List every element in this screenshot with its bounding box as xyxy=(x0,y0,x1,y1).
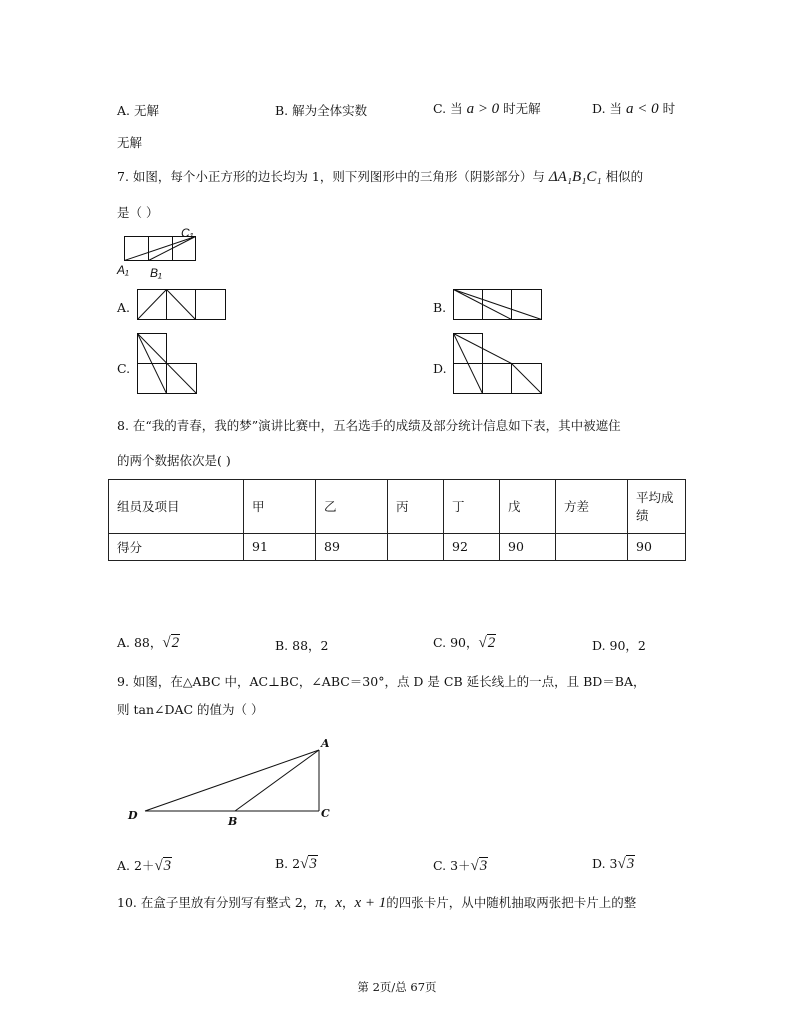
table-cell: 得分 xyxy=(109,533,244,560)
q6-option-d-suffix: 时 xyxy=(662,101,676,116)
q9-option-c-sqrt: √3 xyxy=(470,858,488,874)
q9-label-b: B xyxy=(228,815,238,828)
table-cell: 89 xyxy=(316,533,388,560)
q6-option-d-prefix: D. 当 xyxy=(592,101,623,116)
q7-option-d-figure xyxy=(453,333,543,394)
table-header-cell: 戊 xyxy=(500,480,556,534)
table-header-cell: 乙 xyxy=(316,480,388,534)
table-header-cell: 平均成绩 xyxy=(628,480,686,534)
q8-option-c xyxy=(433,633,496,652)
q9-label-a: A xyxy=(321,737,330,750)
q6-option-c-math: a > 0 xyxy=(466,101,500,117)
q9-option-b-radicand: 3 xyxy=(309,856,317,872)
q7-label-c1: C₁ xyxy=(181,226,194,240)
q7-stem-line1 xyxy=(117,167,643,186)
q7-label-a1: A₁ xyxy=(117,263,129,277)
q9-option-a xyxy=(117,856,172,875)
q7-option-a-figure xyxy=(137,289,227,320)
q7-option-c-figure xyxy=(137,333,198,394)
q6-option-d xyxy=(592,99,675,118)
q8-stem-line2: 的两个数据依次是( ) xyxy=(117,453,231,468)
q6-option-c xyxy=(433,99,541,118)
q8-stem-line1: 8. 在“我的青春，我的梦”演讲比赛中，五名选手的成绩及部分统计信息如下表，其中被遮住 xyxy=(117,418,621,433)
q9-option-c xyxy=(433,856,488,875)
table-header-cell: 丁 xyxy=(444,480,500,534)
q7-stem-line2: 是（ ） xyxy=(117,205,159,220)
q9-triangle-figure xyxy=(145,750,321,812)
q9-option-a-sqrt: √3 xyxy=(154,858,172,874)
table-cell xyxy=(556,533,628,560)
q6-option-d-wrap: 无解 xyxy=(117,135,143,150)
table-cell xyxy=(388,533,444,560)
q10-stem-suffix: 的四张卡片，从中随机抽取两张把卡片上的整 xyxy=(386,895,637,910)
q9-option-d-radicand: 3 xyxy=(626,856,635,872)
q9-stem-line2: 则 tan∠DAC 的值为（ ） xyxy=(117,702,264,717)
q9-option-b-prefix: B. 2 xyxy=(275,856,301,871)
table-header-cell: 丙 xyxy=(388,480,444,534)
table-header-cell: 方差 xyxy=(556,480,628,534)
page-footer: 第 2页/总 67页 xyxy=(357,980,437,994)
q7-option-a-label: A. xyxy=(117,300,131,315)
q6-option-b: B. 解为全体实数 xyxy=(275,103,368,118)
q6-option-c-prefix: C. 当 xyxy=(433,101,463,116)
q10-sep2: ， xyxy=(341,895,355,910)
table-cell: 90 xyxy=(500,533,556,560)
q8-option-c-radicand: 2 xyxy=(487,635,496,651)
q7-option-b-label: B. xyxy=(433,300,447,315)
q10-x-plus-1: x + 1 xyxy=(354,895,387,911)
q9-option-a-prefix: A. 2＋ xyxy=(117,858,155,873)
q8-option-d: D. 90，2 xyxy=(592,638,646,653)
q8-option-c-prefix: C. 90， xyxy=(433,635,479,650)
q6-option-c-suffix: 时无解 xyxy=(503,101,541,116)
q7-option-c-label: C. xyxy=(117,361,131,376)
q9-option-c-prefix: C. 3＋ xyxy=(433,858,471,873)
q7-option-d-label: D. xyxy=(433,361,447,376)
q8-score-table xyxy=(108,479,686,561)
q8-option-a xyxy=(117,633,180,652)
q9-option-d xyxy=(592,856,635,873)
q7-label-b1: B₁ xyxy=(150,266,162,280)
q10-sep1: ， xyxy=(322,895,336,910)
q9-option-b-sqrt: √3 xyxy=(300,856,317,872)
q6-option-a: A. 无解 xyxy=(117,103,159,118)
q7-triangle-math: ΔA₁B₁C₁ xyxy=(548,169,602,185)
q7-stem-end: 相似的 xyxy=(605,169,644,184)
q9-option-c-radicand: 3 xyxy=(479,858,488,874)
q9-option-b xyxy=(275,856,318,873)
q8-option-c-sqrt: √2 xyxy=(478,635,496,651)
q7-option-b-figure xyxy=(453,289,543,320)
q8-option-a-sqrt: √2 xyxy=(162,635,180,651)
table-header-cell: 组员及项目 xyxy=(109,480,244,534)
table-header-cell: 甲 xyxy=(244,480,316,534)
q10-stem-line1 xyxy=(117,893,636,912)
q10-stem-prefix: 10. 在盒子里放有分别写有整式 2， xyxy=(117,895,316,910)
table-cell: 92 xyxy=(444,533,500,560)
q9-option-a-radicand: 3 xyxy=(163,858,172,874)
q10-x: x xyxy=(335,895,342,911)
table-row xyxy=(109,533,686,560)
q9-stem-line1: 9. 如图，在△ABC 中，AC⊥BC，∠ABC＝30°，点 D 是 CB 延长线上的一点，且 BD＝BA， xyxy=(117,674,646,689)
q9-label-d: D xyxy=(128,809,138,822)
q9-option-d-sqrt: √3 xyxy=(617,856,635,872)
q7-stem-text: 7. 如图，每个小正方形的边长均为 1，则下列图形中的三角形（阴影部分）与 xyxy=(117,169,545,184)
q9-label-c: C xyxy=(321,807,330,820)
q8-option-b: B. 88，2 xyxy=(275,638,329,653)
q9-option-d-prefix: D. 3 xyxy=(592,856,618,871)
q6-option-d-math: a < 0 xyxy=(626,101,659,117)
q8-option-a-prefix: A. 88， xyxy=(117,635,163,650)
q8-option-a-radicand: 2 xyxy=(171,635,180,651)
table-cell: 91 xyxy=(244,533,316,560)
q10-pi: π xyxy=(315,895,323,911)
table-header-row xyxy=(109,480,686,534)
table-cell: 90 xyxy=(628,533,686,560)
